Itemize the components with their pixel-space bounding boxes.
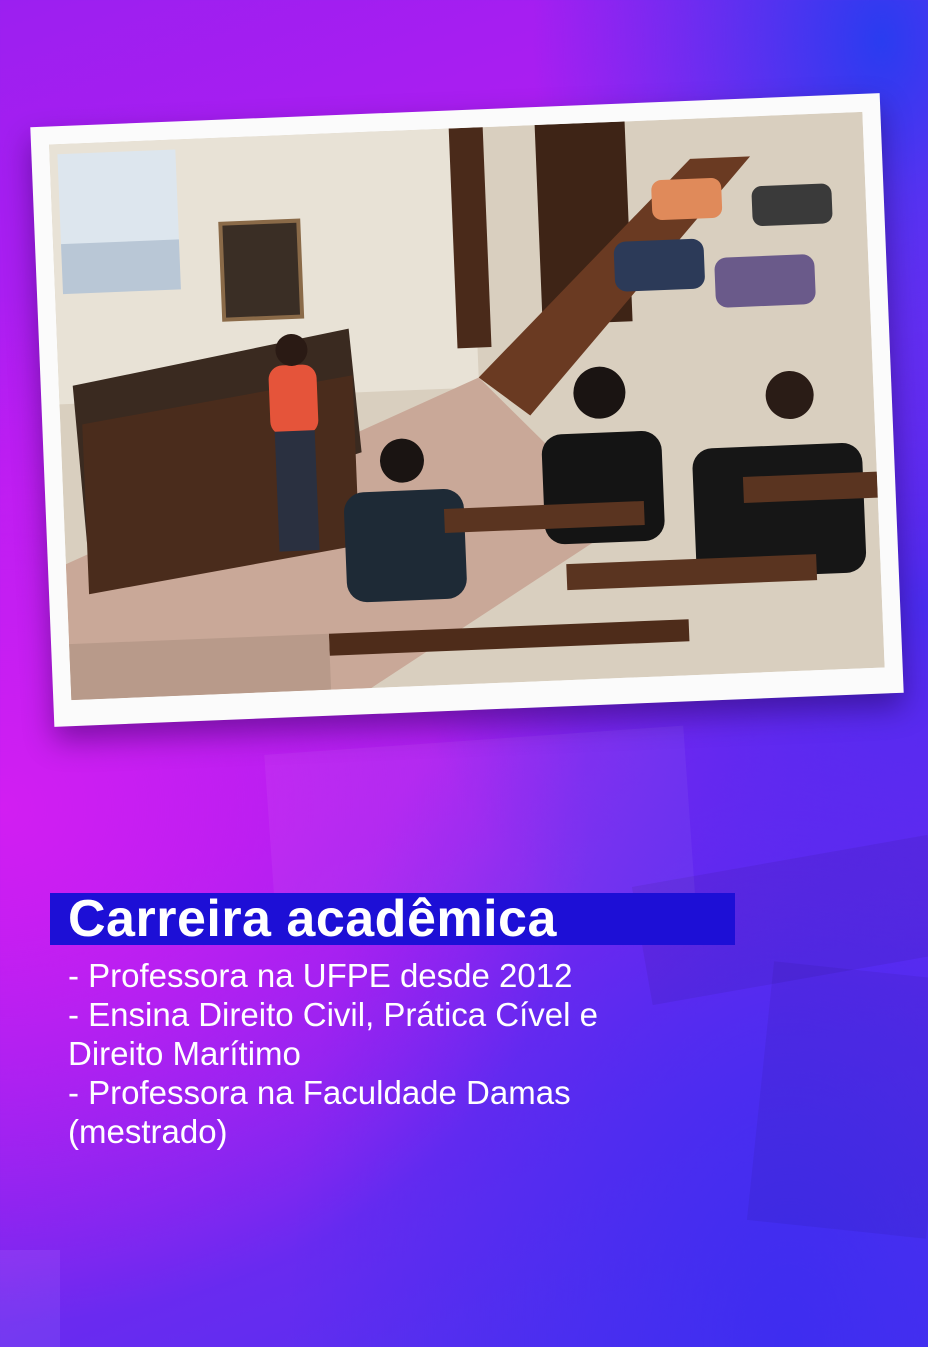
background-shape (747, 961, 928, 1238)
career-line: (mestrado) (68, 1113, 228, 1150)
photo-frame (30, 93, 903, 727)
career-line: - Ensina Direito Civil, Prática Cível e (68, 996, 598, 1033)
career-description (68, 956, 768, 1151)
career-line: Direito Marítimo (68, 1035, 301, 1072)
career-line: - Professora na UFPE desde 2012 (68, 957, 573, 994)
classroom-photo (49, 112, 885, 700)
background-shape (0, 1250, 60, 1347)
career-line: - Professora na Faculdade Damas (68, 1074, 571, 1111)
section-title: Carreira acadêmica (68, 890, 557, 948)
